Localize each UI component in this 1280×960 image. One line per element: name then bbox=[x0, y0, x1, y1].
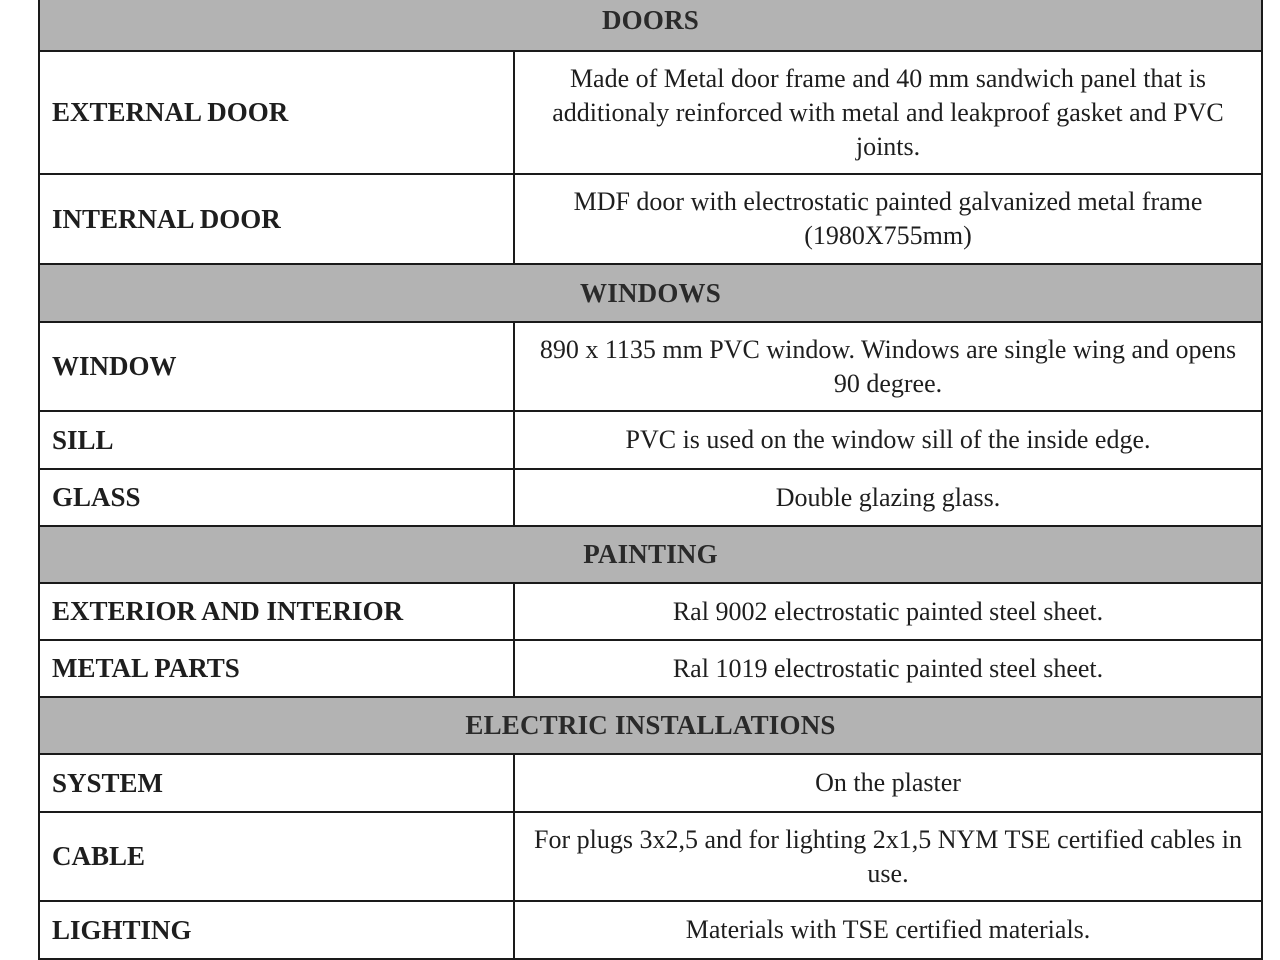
table-row bbox=[39, 583, 1262, 640]
table-row bbox=[39, 174, 1262, 264]
table-row bbox=[39, 51, 1262, 174]
row-label: EXTERIOR AND INTERIOR bbox=[39, 583, 514, 640]
specification-table bbox=[38, 0, 1263, 960]
row-value: Materials with TSE certified materials. bbox=[514, 901, 1262, 959]
row-value: On the plaster bbox=[514, 754, 1262, 812]
row-label: GLASS bbox=[39, 469, 514, 526]
section-header-painting bbox=[39, 526, 1262, 583]
row-value: MDF door with electrostatic painted galvanized metal frame (1980X755mm) bbox=[514, 174, 1262, 264]
row-value: Made of Metal door frame and 40 mm sandwich panel that is additionaly reinforced with metal and leakproof gasket and PVC joints. bbox=[514, 51, 1262, 174]
row-value: PVC is used on the window sill of the inside edge. bbox=[514, 411, 1262, 469]
row-value: Double glazing glass. bbox=[514, 469, 1262, 526]
row-label: METAL PARTS bbox=[39, 640, 514, 697]
row-label: SYSTEM bbox=[39, 754, 514, 812]
row-label: CABLE bbox=[39, 812, 514, 901]
section-title: WINDOWS bbox=[39, 264, 1262, 322]
table-row bbox=[39, 411, 1262, 469]
section-header-windows bbox=[39, 264, 1262, 322]
row-value: Ral 1019 electrostatic painted steel sheet. bbox=[514, 640, 1262, 697]
row-label: LIGHTING bbox=[39, 901, 514, 959]
section-title: PAINTING bbox=[39, 526, 1262, 583]
section-header-electric-installations bbox=[39, 697, 1262, 754]
row-label: EXTERNAL DOOR bbox=[39, 51, 514, 174]
section-title: DOORS bbox=[39, 0, 1262, 51]
table-row bbox=[39, 322, 1262, 411]
table-row bbox=[39, 469, 1262, 526]
table-row bbox=[39, 812, 1262, 901]
row-value: Ral 9002 electrostatic painted steel sheet. bbox=[514, 583, 1262, 640]
row-label: SILL bbox=[39, 411, 514, 469]
row-label: INTERNAL DOOR bbox=[39, 174, 514, 264]
section-title: ELECTRIC INSTALLATIONS bbox=[39, 697, 1262, 754]
table-row bbox=[39, 640, 1262, 697]
row-value: 890 x 1135 mm PVC window. Windows are single wing and opens 90 degree. bbox=[514, 322, 1262, 411]
section-header-doors bbox=[39, 0, 1262, 51]
row-value: For plugs 3x2,5 and for lighting 2x1,5 NYM TSE certified cables in use. bbox=[514, 812, 1262, 901]
table-row bbox=[39, 754, 1262, 812]
table-row bbox=[39, 901, 1262, 959]
row-label: WINDOW bbox=[39, 322, 514, 411]
